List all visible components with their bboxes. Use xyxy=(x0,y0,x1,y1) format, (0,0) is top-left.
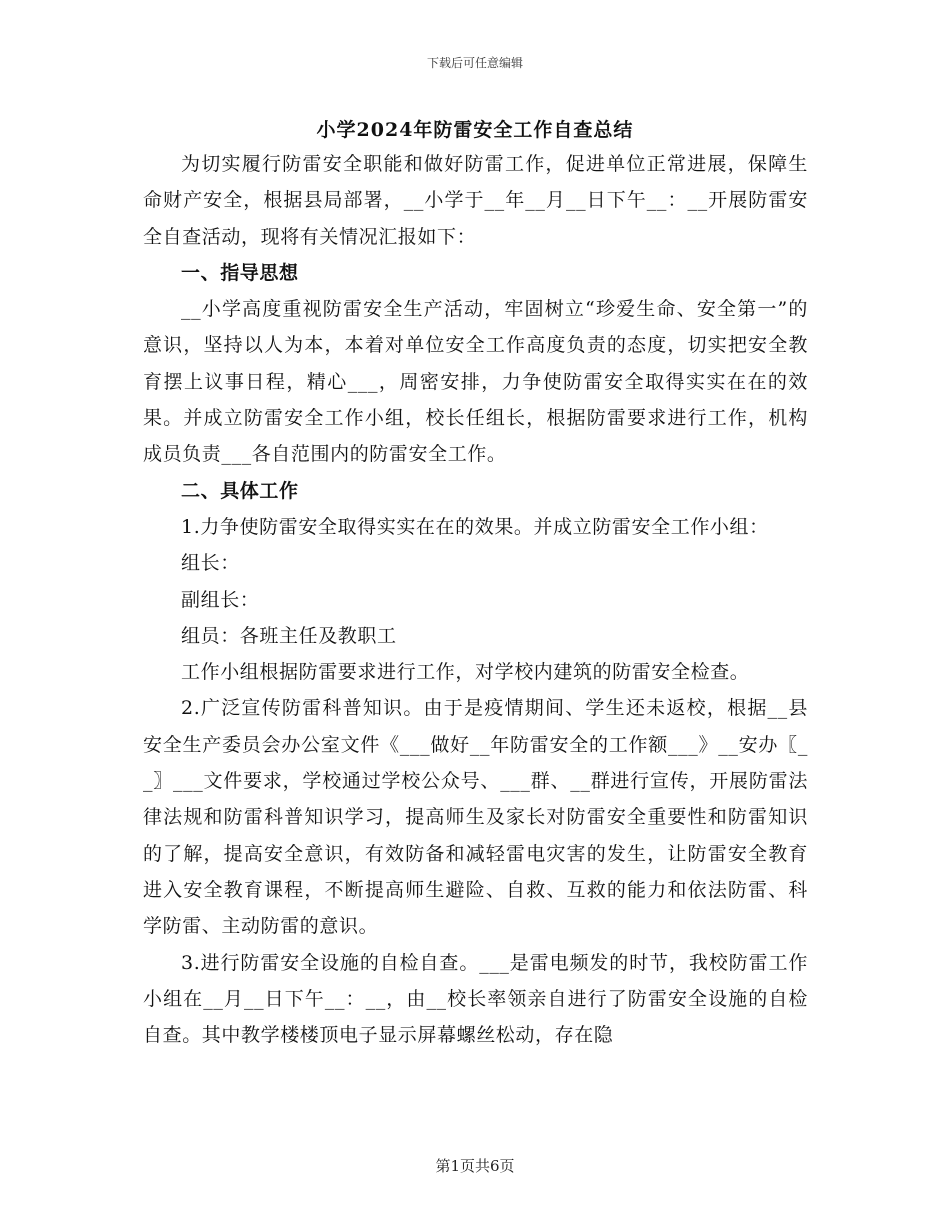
deputy-leader-line: 副组长： xyxy=(181,588,260,611)
group-leader-line: 组长： xyxy=(181,552,240,575)
work-item-2: 2.广泛宣传防雷科普知识。由于是疫情期间、学生还未返校，根据__县安全生产委员会办公室文件《___做好__年防雷安全的工作额___》__安办〖__〗___文件要求，学校通过学校公众号、___群、__群进行宣传，开展防雷法律法规和防雷科普知识学习，提高师生及家长对防雷安全重要性和防雷知识的了解，提高安全意识，有效防备和减轻雷电灾害的发生，让防雷安全教育进入安全教育课程，不断提高师生避险、自救、互救的能力和依法防雷、科学防雷、主动防雷的意识。 xyxy=(143,697,808,938)
document-body xyxy=(143,146,808,1053)
work-item-1: 1.力争使防雷安全取得实实在在的效果。并成立防雷安全工作小组： xyxy=(181,515,769,538)
section-heading-specific-work: 二、具体工作 xyxy=(181,479,299,502)
section-heading-guiding-ideology: 一、指导思想 xyxy=(181,261,299,284)
page-footer: 第1页共6页 xyxy=(435,1157,515,1175)
header-note: 下载后可任意编辑 xyxy=(426,56,523,70)
group-members-line: 组员：各班主任及教职工 xyxy=(181,624,397,647)
document-title: 小学2024年防雷安全工作自查总结 xyxy=(316,119,634,141)
work-item-3: 3.进行防雷安全设施的自检自查。___是雷电频发的时节，我校防雷工作小组在__月__日下午__：__，由__校长率领亲自进行了防雷安全设施的自检自查。其中教学楼楼顶电子显示屏幕螺丝松动，存在隐 xyxy=(143,951,808,1047)
work-group-paragraph: 工作小组根据防雷要求进行工作，对学校内建筑的防雷安全检查。 xyxy=(181,661,750,684)
intro-paragraph: 为切实履行防雷安全职能和做好防雷工作，促进单位正常进展，保障生命财产安全，根据县局部署，__小学于__年__月__日下午__：__开展防雷安全自查活动，现将有关情况汇报如下： xyxy=(143,153,808,248)
guiding-ideology-paragraph: __小学高度重视防雷安全生产活动，牢固树立“珍爱生命、安全第一”的意识，坚持以人为本，本着对单位安全工作高度负责的态度，切实把安全教育摆上议事日程，精心___，周密安排，力争使防雷安全取得实实在在的效果。并成立防雷安全工作小组，校长任组长，根据防雷要求进行工作，机构成员负责___各自范围内的防雷安全工作。 xyxy=(143,298,808,466)
